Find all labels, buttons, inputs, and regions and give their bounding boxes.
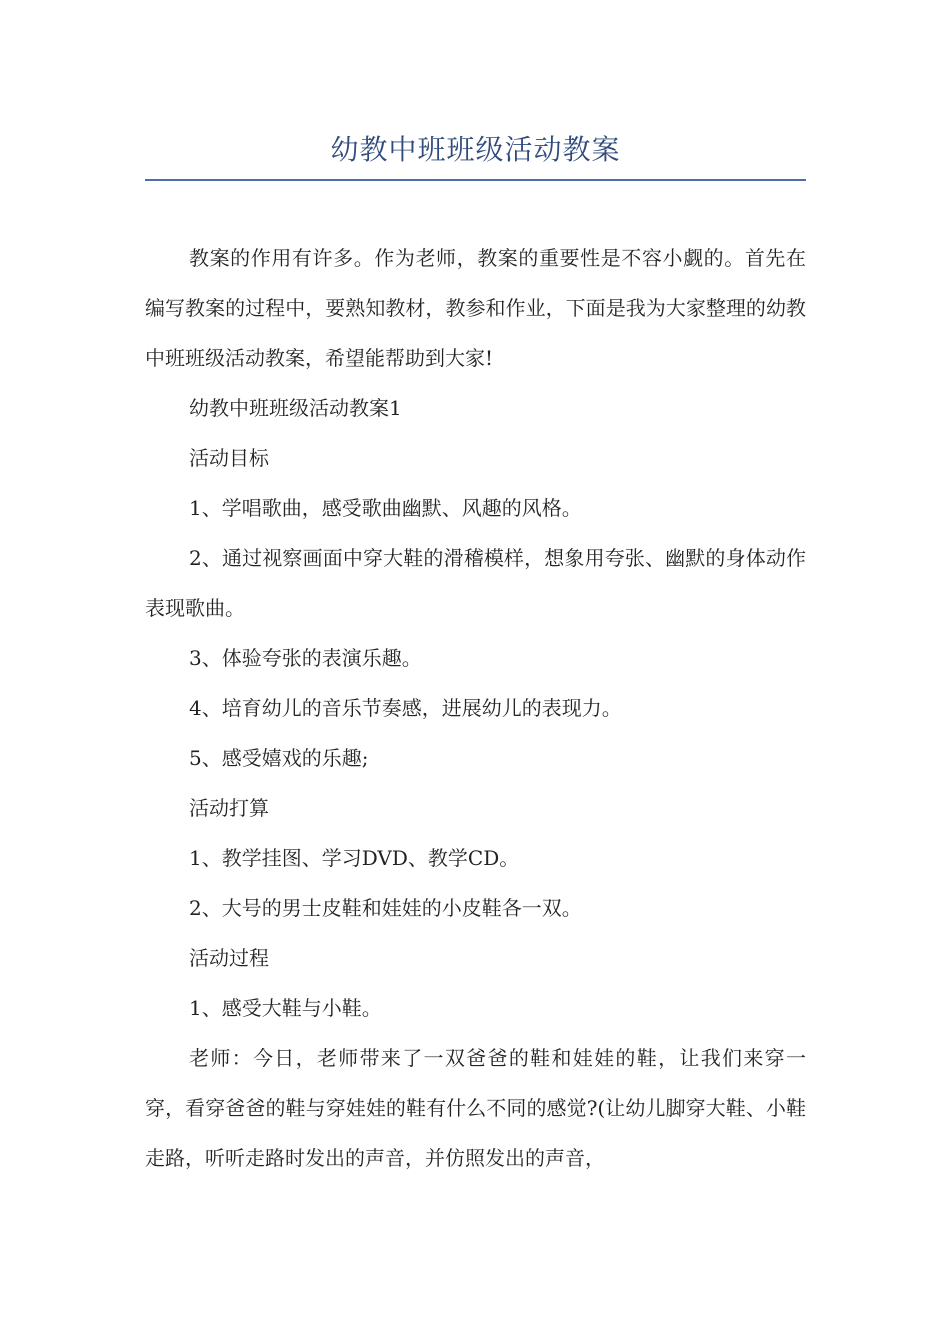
goal-item: 2、通过视察画面中穿大鞋的滑稽模样，想象用夸张、幽默的身体动作表现歌曲。: [145, 546, 806, 620]
document-title: 幼教中班班级活动教案: [330, 133, 621, 166]
goal-item: 3、体验夸张的表演乐趣。: [189, 646, 422, 670]
prep-item: 2、大号的男士皮鞋和娃娃的小皮鞋各一双。: [189, 896, 582, 920]
intro-paragraph: 教案的作用有许多。作为老师，教案的重要性是不容小觑的。首先在编写教案的过程中，要熟知教材，教参和作业，下面是我为大家整理的幼教中班班级活动教案，希望能帮助到大家!: [145, 246, 806, 370]
goal-item: 5、感受嬉戏的乐趣;: [189, 746, 369, 770]
process-heading: 活动过程: [189, 946, 269, 970]
process-paragraph: 老师：今日，老师带来了一双爸爸的鞋和娃娃的鞋，让我们来穿一穿，看穿爸爸的鞋与穿娃娃的鞋有什么不同的感觉?(让幼儿脚穿大鞋、小鞋走路，听听走路时发出的声音，并仿照发出的声音，: [145, 1046, 806, 1170]
section-heading: 幼教中班班级活动教案1: [189, 396, 402, 420]
goal-item: 1、学唱歌曲，感受歌曲幽默、风趣的风格。: [189, 496, 582, 520]
process-step: 1、感受大鞋与小鞋。: [189, 996, 382, 1020]
prep-heading: 活动打算: [189, 796, 269, 820]
goals-heading: 活动目标: [189, 446, 269, 470]
prep-item: 1、教学挂图、学习DVD、教学CD。: [189, 846, 520, 870]
title-divider: [145, 179, 806, 181]
document-body: [145, 233, 806, 1183]
goal-item: 4、培育幼儿的音乐节奏感，进展幼儿的表现力。: [189, 696, 622, 720]
